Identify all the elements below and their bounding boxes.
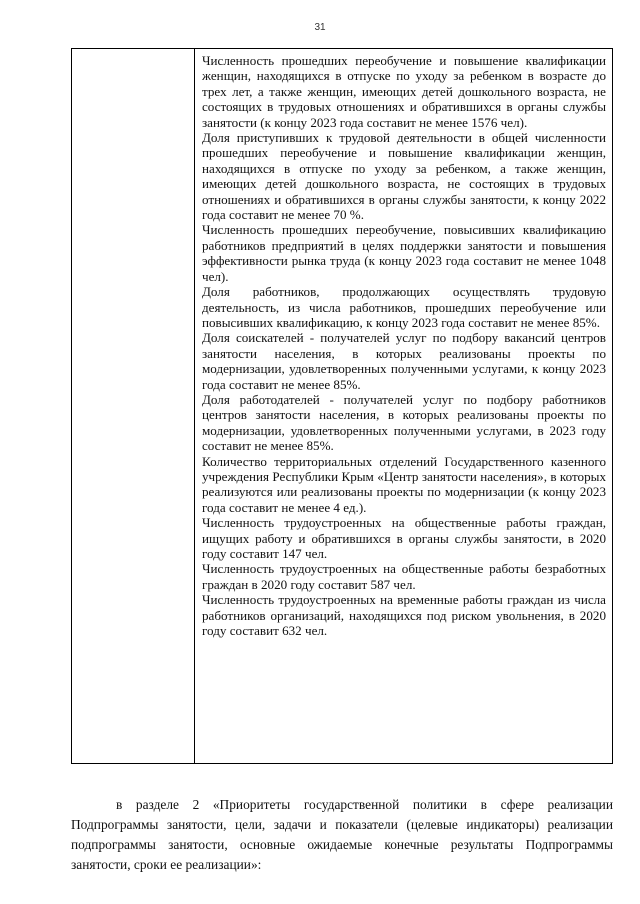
indicator-item: Численность трудоустроенных на общественные работы безработных граждан в 2020 году составит 587 чел. — [202, 561, 606, 592]
indicator-item: Количество территориальных отделений Государственного казенного учреждения Республики Крым «Центр занятости населения», в которых реализуются или реализованы проекты по модернизации (к концу 2023 года составит не менее 4 ед.). — [202, 453, 606, 515]
indicator-item: Численность трудоустроенных на общественные работы граждан, ищущих работу и обратившихся в органы службы занятости, в 2020 году составит 147 чел. — [202, 515, 606, 561]
section-paragraph: в разделе 2 «Приоритеты государственной политики в сфере реализации Подпрограммы занятости, цели, задачи и показатели (целевые индикаторы) реализации подпрограммы занятости, основные ожидаемые конечные результаты Подпрограммы занятости, сроки ее реализации»: — [71, 797, 613, 872]
indicator-item: Численность трудоустроенных на временные работы граждан из числа работников организаций, находящихся под риском увольнения, в 2020 году составит 632 чел. — [202, 592, 606, 639]
indicator-item: Доля соискателей - получателей услуг по подбору вакансий центров занятости населения, в которых реализованы проекты по модернизации, удовлетворенных полученными услугами, к концу 2023 года составит не менее 85%. — [202, 330, 606, 392]
table-row — [72, 49, 613, 764]
indicators-table — [71, 48, 613, 764]
indicator-item: Численность прошедших переобучение, повысивших квалификацию работников предприятий в целях поддержки занятости и повышения эффективности рынка труда (к концу 2023 года составит не менее 1048 чел). — [202, 222, 606, 284]
indicators-cell — [195, 49, 613, 764]
indicator-item: Доля работников, продолжающих осуществлять трудовую деятельность, из числа работников, прошедших переобучение или повысивших квалификацию, к концу 2023 года составит не менее 85%. — [202, 284, 606, 330]
indicator-item: Численность прошедших переобучение и повышение квалификации женщин, находящихся в отпуске по уходу за ребенком в возрасте до трех лет, а также женщин, имеющих детей дошкольного возраста, не состоящих в трудовых отношениях и обратившихся в органы службы занятости (к концу 2023 года составит не менее 1576 чел). — [202, 53, 606, 130]
table-cell-empty — [72, 49, 195, 764]
indicator-item: Доля приступивших к трудовой деятельности в общей численности прошедших переобучение и повышение квалификации женщин, находящихся в отпуске по уходу за ребенком, а также женщин, имеющих детей дошкольного возраста, не состоящих в трудовых отношениях и обратившихся в органы службы занятости, к концу 2022 года составит не менее 70 %. — [202, 130, 606, 223]
indicator-item: Доля работодателей - получателей услуг по подбору работников центров занятости населения, в которых реализованы проекты по модернизации, удовлетворенных полученными услугами, в 2023 году составит не менее 85%. — [202, 391, 606, 454]
page-number: 31 — [314, 22, 326, 33]
